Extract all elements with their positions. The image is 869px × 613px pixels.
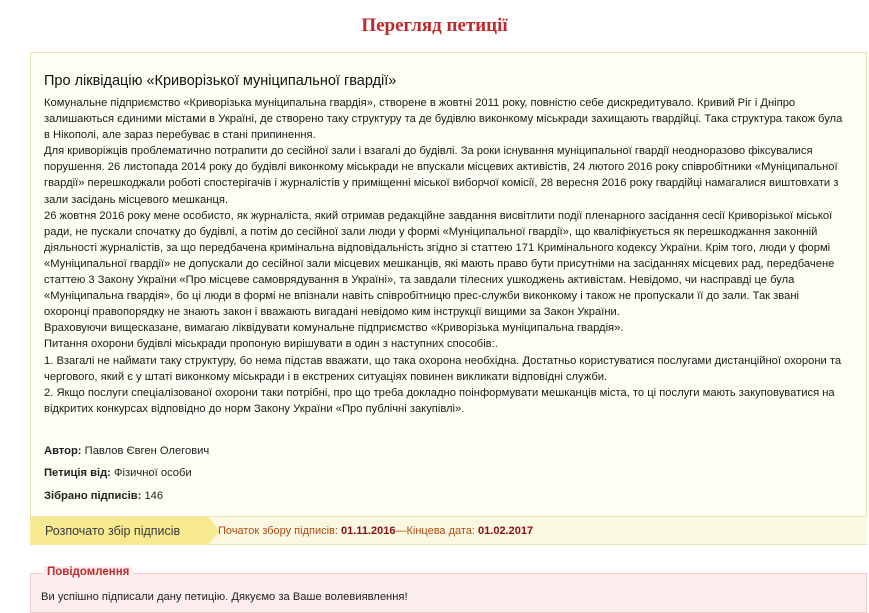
- petition-body: [44, 95, 844, 417]
- notice-text: Ви успішно підписали дану петицію. Дякуємо за Ваше волевиявлення!: [41, 591, 408, 603]
- petition-paragraph: Для криворіжців проблематично потрапити до сесійної зали і взагалі до будівлі. За роки існування муніципальної гвардії неодноразово фіксувалися порушення. 26 листопада 2014 року до будівлі виконкому міськради не впускали місцевих активістів, 24 лютого 2016 року співробітники «Муніципальної гвардії» перешкоджали роботі спостерігачів і журналістів у приміщенні міської виборчої комісії, 28 вересня 2016 року гвардійці намагалися виштовхати з зали засідань місцевого мешканця.: [44, 145, 839, 206]
- end-date-label: Кінцева дата:: [406, 525, 475, 537]
- page-title: Перегляд петиції: [361, 15, 508, 36]
- petition-from-line: [44, 467, 192, 479]
- author-label: Автор:: [44, 445, 82, 457]
- date-separator: —: [395, 525, 407, 537]
- petition-paragraph: Враховуючи вищесказане, вимагаю ліквідувати комунальне підприємство «Криворізька муніципальна гвардія».: [44, 322, 624, 335]
- petition-from-label: Петиція від:: [44, 467, 111, 479]
- end-date: 01.02.2017: [478, 525, 534, 537]
- start-date: 01.11.2016: [341, 525, 396, 537]
- author-value: Павлов Євген Олегович: [84, 445, 210, 457]
- author-line: [44, 445, 209, 457]
- petition-paragraph: 1. Взагалі не наймати таку структуру, бо нема підстав вважати, що така охорона необхідна. Достатньо користуватися послугами дистанційної охорони та чергового, який є у штаті виконкому міськради і в екстрених ситуаціях повинен викликати відповідні служби.: [44, 354, 842, 383]
- notice-box: [30, 566, 867, 613]
- petition-paragraph: 2. Якщо послуги спеціалізованої охорони таки потрібні, про що треба докладно поінформувати мешканців міста, то ці послуги мають закуповуватися на відкритих конкурсах відповідно до норм Закону України «Про публічні закупівлі».: [44, 386, 835, 415]
- collection-dates: [218, 517, 533, 545]
- signatures-count: 146: [144, 490, 164, 502]
- petition-from-value: Фізичної особи: [114, 467, 192, 479]
- petition-paragraph: Питання охорони будівлі міськради пропоную вирішувати в один з наступних способів:.: [44, 338, 498, 351]
- signatures-line: [44, 490, 163, 502]
- notice-legend: Повідомлення: [43, 566, 133, 578]
- status-badge: Розпочато збір підписів: [30, 517, 208, 545]
- signatures-label: Зібрано підписів:: [44, 490, 142, 502]
- status-bar: [30, 517, 867, 545]
- petition-card: [30, 52, 867, 517]
- petition-paragraph: 26 жовтня 2016 року мене особисто, як журналіста, який отримав редакційне завдання висвітлити події пленарного засідання сесії Криворізької міської ради, не пускали спочатку до будівлі, а потім до сесійної зали люди у формі «Муніципальної гвардії», що кваліфікується як перешкоджання законній діяльності журналістів, за що передбачена кримінальна відповідальність згідно зі статтею 171 Кримінального кодексу України. Крім того, люди у формі «Муніципальної гвардії» не допускали до сесійної зали місцевих мешканців, які мають право бути присутніми на засіданнях місцевих рад, передбачене статтею 3 Закону України «Про місцеве самоврядування в Україні», та завдали тілесних ушкоджень активістам. Невідомо, чи насправді це була «Муніципальна гвардія», бо ці люди в формі не впізнали навіть співробітницю прес-служби виконкому і також не пропускали її до зали. Так звані охоронці правопорядку не знають закон і вважають вигадані невідомо ким інструкції вищими за Закон України.: [44, 209, 835, 319]
- petition-paragraph: Комунальне підприємство «Криворізька муніципальна гвардія», створене в жовтні 2011 року, повністю себе дискредитувало. Кривий Ріг і Дніпро залишаються єдиними містами в Україні, де створено таку структуру та де будівлю виконкому міськради захищають гвардійці. Така структура також була в Нікополі, але зараз перебуває в стані припинення.: [44, 97, 843, 142]
- petition-title: Про ліквідацію «Криворізької муніципальної гвардії»: [44, 73, 397, 89]
- start-date-label: Початок збору підписів:: [218, 525, 338, 537]
